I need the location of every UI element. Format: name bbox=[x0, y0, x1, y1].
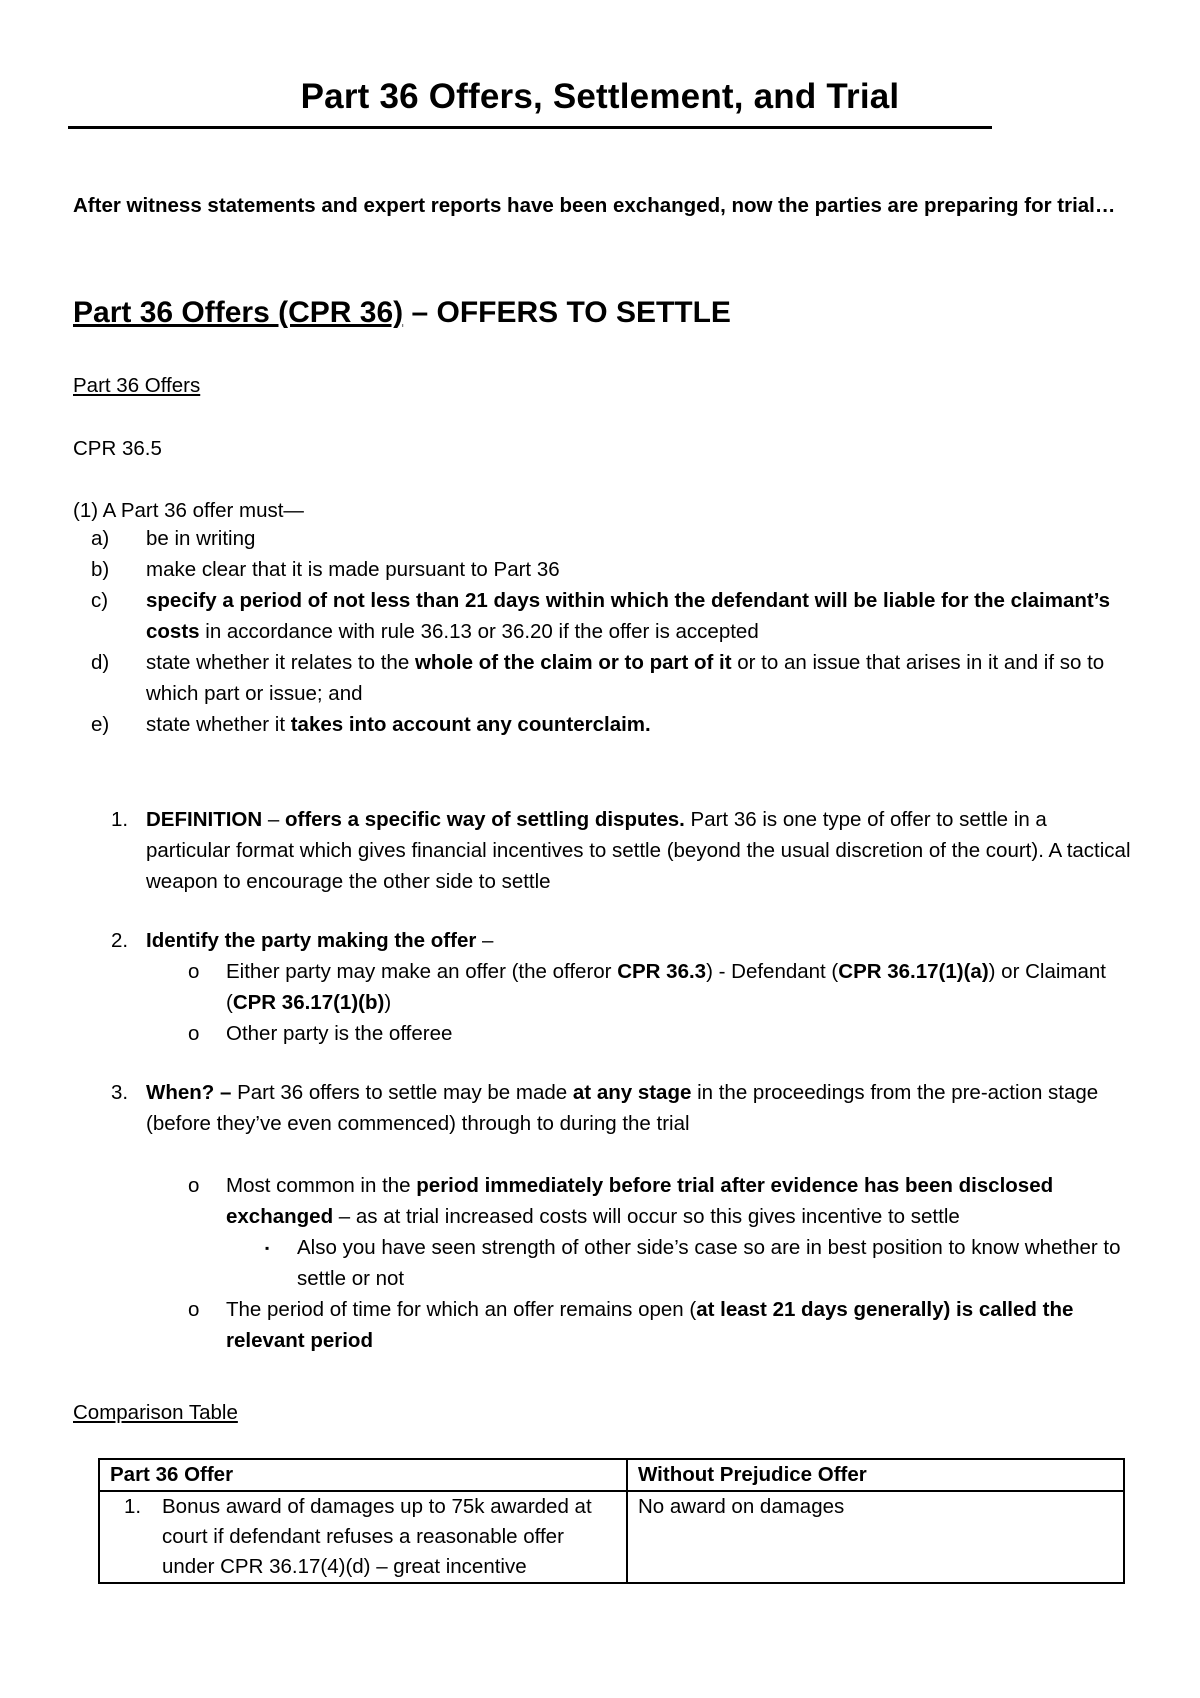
list-item bbox=[73, 925, 1133, 956]
list-marker: c) bbox=[91, 589, 109, 612]
text-run: The period of time for which an offer remains open ( bbox=[226, 1298, 697, 1321]
bullet-marker: o bbox=[188, 960, 200, 983]
section-heading-underlined: Part 36 Offers (CPR 36) bbox=[73, 296, 404, 329]
list-marker: 1. bbox=[111, 808, 129, 831]
text-run: Part 36 offers to settle may be made bbox=[237, 1081, 573, 1104]
bold-text: period immediately before trial after evidence has been disclosed exchanged bbox=[226, 1174, 1054, 1228]
text-run: Either party may make an offer (the offeror bbox=[226, 960, 618, 983]
list-item bbox=[73, 804, 1133, 897]
table-header-cell: Without Prejudice Offer bbox=[627, 1459, 1124, 1491]
cpr-requirements-list bbox=[73, 523, 1133, 740]
text-run: Also you have seen strength of other side’s case so are in best position to know whether to settle or not bbox=[297, 1236, 1121, 1290]
table-header-cell: Part 36 Offer bbox=[99, 1459, 627, 1491]
square-bullet-marker: ▪ bbox=[265, 1241, 270, 1255]
list-item bbox=[73, 585, 1133, 647]
cpr-reference: CPR 36.5 bbox=[73, 437, 162, 460]
table-row bbox=[99, 1491, 1124, 1583]
list-marker: b) bbox=[91, 558, 110, 581]
sub-bullet-item bbox=[73, 1232, 1133, 1294]
bold-text: CPR 36.17(1)(a) bbox=[838, 960, 989, 983]
bold-text: offers a specific way of settling disputes. bbox=[284, 808, 685, 831]
bold-text: takes into account any counterclaim. bbox=[290, 713, 651, 736]
list-item bbox=[73, 523, 1133, 554]
list-marker: 3. bbox=[111, 1081, 129, 1104]
bullet-marker: o bbox=[188, 1022, 200, 1045]
section-heading-rest: – OFFERS TO SETTLE bbox=[403, 296, 731, 329]
bullet-marker: o bbox=[188, 1174, 200, 1197]
bold-text: CPR 36.3 bbox=[617, 960, 707, 983]
text-run: be in writing bbox=[146, 527, 256, 550]
table-header-row bbox=[99, 1459, 1124, 1491]
list-item bbox=[73, 647, 1133, 709]
numbered-item bbox=[73, 1077, 1133, 1356]
list-marker: a) bbox=[91, 527, 110, 550]
text-run: or to an issue that arises in it and if so to which part or issue; and bbox=[146, 651, 1105, 705]
bold-text: When? – bbox=[146, 1081, 238, 1104]
list-marker: 1. bbox=[124, 1495, 142, 1518]
comparison-title: Comparison Table bbox=[73, 1401, 238, 1424]
list-marker: 2. bbox=[111, 929, 129, 952]
list-item bbox=[73, 709, 1133, 740]
bullet-item bbox=[73, 956, 1133, 1018]
numbered-item bbox=[73, 804, 1133, 897]
bullet-item bbox=[73, 1170, 1133, 1232]
text-run: ) - Defendant ( bbox=[706, 960, 839, 983]
subheading: Part 36 Offers bbox=[73, 374, 201, 397]
bullet-item bbox=[73, 1294, 1133, 1356]
section-heading bbox=[73, 293, 731, 333]
table-cell-item bbox=[110, 1492, 616, 1582]
numbered-list bbox=[73, 804, 1133, 1356]
bold-text: at any stage bbox=[572, 1081, 692, 1104]
bold-text: DEFINITION bbox=[146, 808, 263, 831]
bold-text: CPR 36.17(1)(b) bbox=[232, 991, 385, 1014]
table-cell: No award on damages bbox=[627, 1491, 1124, 1583]
text-run: – bbox=[476, 929, 494, 952]
text-run: in accordance with rule 36.13 or 36.20 if the offer is accepted bbox=[199, 620, 759, 643]
list-marker: d) bbox=[91, 651, 110, 674]
text-run: Part 36 is one type of offer to settle in a particular format which gives financial incentives to settle (beyond the usual discretion of the court). A tactical weapon to encourage the other side to settle bbox=[146, 808, 1131, 893]
text-run: make clear that it is made pursuant to Part 36 bbox=[146, 558, 560, 581]
bold-text: at least 21 days generally) is called the relevant period bbox=[226, 1298, 1074, 1352]
list-item bbox=[73, 1077, 1133, 1139]
bold-text: whole of the claim or to part of it bbox=[414, 651, 732, 674]
numbered-item bbox=[73, 925, 1133, 1049]
text-run: – as at trial increased costs will occur so this gives incentive to settle bbox=[333, 1205, 960, 1228]
text-run: ) bbox=[384, 991, 392, 1014]
bullet-marker: o bbox=[188, 1298, 200, 1321]
table-cell-text: Bonus award of damages up to 75k awarded at court if defendant refuses a reasonable offer under CPR 36.17(4)(d) – great incentive bbox=[162, 1495, 592, 1578]
list-item bbox=[73, 554, 1133, 585]
bold-text: Identify the party making the offer bbox=[146, 929, 477, 952]
comparison-table bbox=[98, 1458, 1125, 1584]
title-underline bbox=[68, 126, 992, 129]
bold-text: specify a period of not less than 21 days within which the defendant will be liable for the claimant’s costs bbox=[146, 589, 1111, 643]
page-title: Part 36 Offers, Settlement, and Trial bbox=[300, 77, 900, 116]
text-run: – bbox=[262, 808, 285, 831]
text-run: Most common in the bbox=[226, 1174, 417, 1197]
text-run: state whether it relates to the bbox=[146, 651, 415, 674]
text-run: Other party is the offeree bbox=[226, 1022, 453, 1045]
text-run: state whether it bbox=[146, 713, 291, 736]
bullet-item bbox=[73, 1018, 1133, 1049]
text-run: in the proceedings from the pre-action stage (before they’ve even commenced) through to during the trial bbox=[146, 1081, 1099, 1135]
table-cell bbox=[99, 1491, 627, 1583]
intro-paragraph: After witness statements and expert reports have been exchanged, now the parties are preparing for trial… bbox=[73, 194, 1116, 217]
text-run: ) or Claimant ( bbox=[226, 960, 1106, 1014]
list-marker: e) bbox=[91, 713, 110, 736]
cpr-lead: (1) A Part 36 offer must— bbox=[73, 499, 304, 522]
